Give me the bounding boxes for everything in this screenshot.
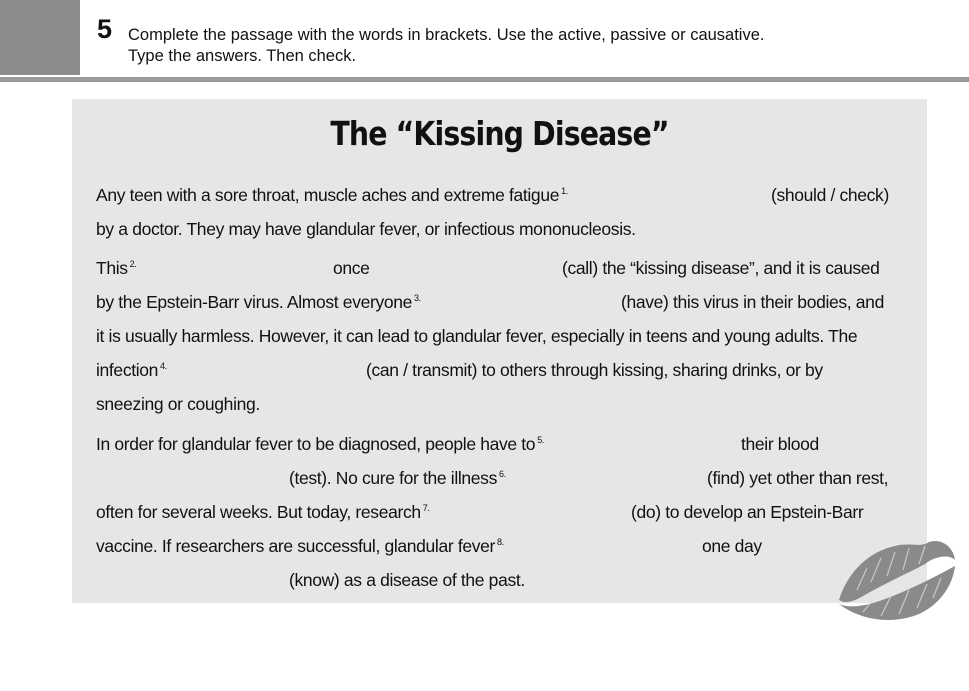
gap-hint: (have) this virus in their bodies, and xyxy=(621,292,884,312)
gap-number: 5. xyxy=(537,435,544,445)
answer-gap-5a[interactable] xyxy=(556,435,734,453)
answer-gap-7[interactable] xyxy=(446,503,624,521)
gap-hint: (find) yet other than rest, xyxy=(707,468,889,488)
passage-line: it is usually harmless. However, it can lead to glandular fever, especially in teens and young adults. The xyxy=(96,326,858,346)
exercise-instructions xyxy=(128,25,888,67)
passage-line xyxy=(96,257,136,282)
passage-line xyxy=(96,535,504,560)
answer-gap-8a[interactable] xyxy=(518,537,696,555)
answer-gap-5b[interactable] xyxy=(96,469,282,487)
gap-number: 1. xyxy=(561,186,568,196)
passage-text: often for several weeks. But today, research xyxy=(96,502,421,522)
passage-line: by a doctor. They may have glandular fever, or infectious mononucleosis. xyxy=(96,219,636,239)
gap-hint: (can / transmit) to others through kissing, sharing drinks, or by xyxy=(366,360,823,380)
gap-hint: (call) the “kissing disease”, and it is caused xyxy=(562,258,880,278)
answer-gap-1[interactable] xyxy=(585,186,765,204)
gap-number: 8. xyxy=(497,537,504,547)
gap-number: 6. xyxy=(498,469,506,479)
answer-gap-2a[interactable] xyxy=(145,259,325,277)
answer-gap-3[interactable] xyxy=(432,293,614,311)
header-divider xyxy=(0,77,969,82)
lips-icon xyxy=(833,538,957,622)
passage-line: sneezing or coughing. xyxy=(96,394,260,414)
passage-text: In order for glandular fever to be diagnosed, people have to xyxy=(96,434,536,454)
passage-line xyxy=(96,291,421,316)
gap-number: 7. xyxy=(422,503,430,513)
gap-number: 2. xyxy=(129,259,137,269)
passage-line xyxy=(96,433,544,458)
gap-hint: (test). No cure for the illness xyxy=(289,468,497,488)
gap-connector: their blood xyxy=(741,434,819,454)
header-accent-block xyxy=(0,0,80,75)
passage-text xyxy=(289,467,506,492)
passage-line xyxy=(96,501,430,526)
instruction-line-2: Type the answers. Then check. xyxy=(128,47,357,65)
gap-connector: once xyxy=(333,258,370,278)
answer-gap-8b[interactable] xyxy=(96,571,282,589)
answer-gap-6[interactable] xyxy=(522,469,702,487)
passage-text: This xyxy=(96,258,128,278)
passage-text: Any teen with a sore throat, muscle aches and extreme fatigue xyxy=(96,185,560,205)
gap-connector: one day xyxy=(702,536,762,556)
passage-title: The “Kissing Disease” xyxy=(330,114,669,153)
exercise-number: 5 xyxy=(97,14,113,44)
passage-panel xyxy=(72,99,927,603)
gap-hint: (do) to develop an Epstein-Barr xyxy=(631,502,864,522)
gap-number: 4. xyxy=(160,361,167,371)
gap-hint: (should / check) xyxy=(771,185,889,205)
passage-line xyxy=(96,184,568,209)
passage-line xyxy=(96,359,167,384)
answer-gap-4[interactable] xyxy=(180,361,360,379)
gap-number: 3. xyxy=(414,293,421,303)
passage-text: infection xyxy=(96,360,159,380)
gap-hint: (know) as a disease of the past. xyxy=(289,570,525,590)
passage-text: vaccine. If researchers are successful, glandular fever xyxy=(96,536,495,556)
answer-gap-2b[interactable] xyxy=(378,259,556,277)
passage-text: by the Epstein-Barr virus. Almost everyone xyxy=(96,292,412,312)
instruction-line-1: Complete the passage with the words in brackets. Use the active, passive or causative. xyxy=(128,26,765,44)
